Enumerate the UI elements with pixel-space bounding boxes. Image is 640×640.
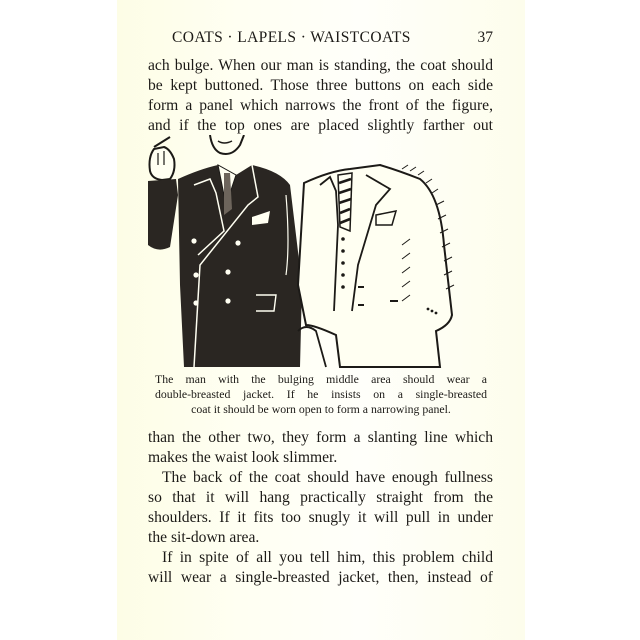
text-line: the sit-down area. xyxy=(148,529,260,546)
chapter-title: COATS · LAPELS · WAISTCOATS xyxy=(172,29,411,46)
single-breasted-jacket-figure xyxy=(298,165,454,367)
page-number: 37 xyxy=(477,29,493,46)
text-line: will wear a single-breasted jacket, then, instead of xyxy=(148,569,493,586)
text-line: makes the waist look slimmer. xyxy=(148,449,338,466)
text-line: than the other two, they form a slanting line which xyxy=(148,429,493,446)
caption-line: coat it should be worn open to form a narrowing panel. xyxy=(191,402,451,416)
hand-with-cigarette-icon xyxy=(150,137,175,180)
book-page xyxy=(117,0,525,640)
caption-line: The man with the bulging middle area should wear a xyxy=(155,372,487,386)
text-line: so that it will hang practically straight from the xyxy=(148,489,493,506)
caption-line: double-breasted jacket. If he insists on a single-breasted xyxy=(155,387,487,401)
suits-illustration xyxy=(140,135,500,370)
text-line: ach bulge. When our man is standing, the coat should xyxy=(148,57,493,74)
running-header xyxy=(148,27,493,49)
text-line: form a panel which narrows the front of the figure, xyxy=(148,97,493,114)
text-line: and if the top ones are placed slightly farther out xyxy=(148,117,493,134)
text-line: be kept buttoned. Those three buttons on each side xyxy=(148,77,493,94)
text-line: The back of the coat should have enough fullness xyxy=(162,469,493,486)
text-line: shoulders. If it fits too snugly it will pull in under xyxy=(148,509,493,526)
text-line: If in spite of all you tell him, this problem child xyxy=(162,549,493,566)
